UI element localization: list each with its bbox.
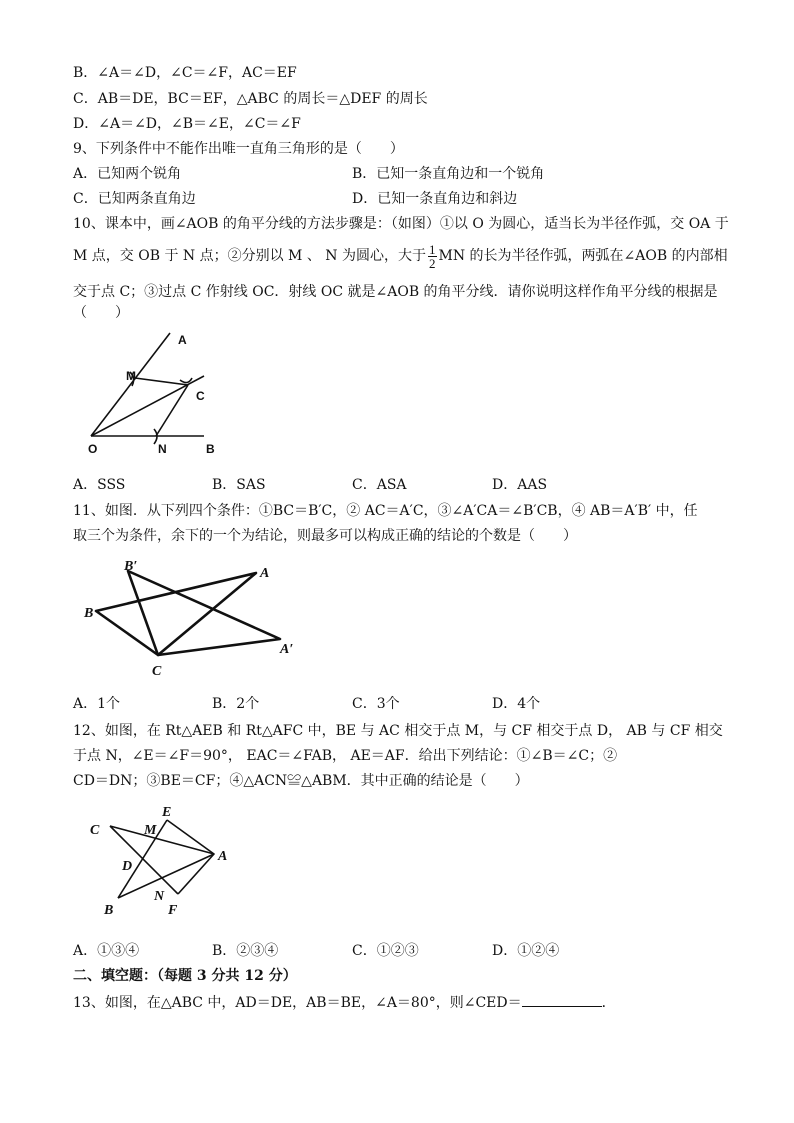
q9-option-a: A．已知两个锐角	[73, 166, 182, 182]
label-n: N	[154, 889, 165, 904]
answer-blank[interactable]	[522, 992, 602, 1007]
figure-lines	[96, 571, 280, 655]
q10-stem-line3: 交于点 C；③过点 C 作射线 OC．射线 OC 就是∠AOB 的角平分线．请你说明这样作角平分线的根据是	[73, 284, 718, 300]
q12-stem-line2: 于点 N，∠E＝∠F＝90°， EAC＝∠FAB， AE＝AF．给出下列结论：①∠B＝∠C；②	[73, 748, 618, 764]
label-c: C	[90, 823, 100, 838]
segment-fa	[178, 854, 214, 894]
q10-line2-end: MN 的长为半径作弧，两弧在∠AOB 的内部相	[438, 248, 728, 264]
q9-option-d: D．已知一条直角边和斜边	[352, 191, 518, 207]
figure-lines	[91, 333, 204, 444]
label-b: B	[104, 903, 114, 918]
q12-stem-line3: CD＝DN；③BE＝CF；④△ACN≌△ABM．其中正确的结论是（ ）	[73, 773, 529, 789]
angle-bisector-figure	[80, 328, 230, 462]
label-n: N	[158, 442, 167, 456]
q12-option-a: A．①③④	[73, 943, 140, 959]
label-m: M	[126, 369, 136, 383]
label-a-prime: A′	[280, 642, 294, 657]
q11-option-d: D．4个	[492, 696, 541, 712]
q13-stem	[73, 992, 616, 1013]
q13-end: ．	[601, 995, 616, 1011]
q12-option-b: B．②③④	[212, 943, 279, 959]
label-b: B	[84, 606, 94, 621]
q10-option-c: C．ASA	[352, 477, 407, 493]
triangle-abc	[96, 573, 256, 655]
q10-line2-start: M 点，交 OB 于 N 点；②分别以 M 、 N 为圆心，大于	[73, 248, 426, 264]
q9-option-c: C．已知两条直角边	[73, 191, 196, 207]
q9-stem: 9、下列条件中不能作出唯一直角三角形的是（ ）	[73, 141, 404, 157]
label-b-prime: B′	[124, 559, 138, 574]
q9-option-b: B．已知一条直角边和一个锐角	[352, 166, 545, 182]
q13-text: 13、如图，在△ABC 中，AD＝DE，AB＝BE，∠A＝80°，则∠CED＝	[73, 995, 522, 1011]
section-heading-fill-in: 二、填空题：（每题 3 分共 12 分）	[73, 968, 297, 984]
q11-option-c: C．3个	[352, 696, 400, 712]
two-triangles-figure	[80, 553, 306, 685]
triangle-apbpc	[128, 571, 280, 655]
label-a: A	[218, 849, 228, 864]
label-c: C	[152, 664, 162, 679]
q12-option-d: D．①②④	[492, 943, 560, 959]
fraction-denominator: 2	[429, 255, 436, 271]
segment-mc	[135, 378, 188, 385]
label-d: D	[122, 859, 133, 874]
q8-option-b: B．∠A＝∠D，∠C＝∠F，AC＝EF	[73, 65, 297, 81]
label-o: O	[88, 442, 98, 456]
q8-option-d: D．∠A＝∠D，∠B＝∠E，∠C＝∠F	[73, 116, 301, 132]
q11-option-b: B．2个	[212, 696, 260, 712]
q10-option-d: D．AAS	[492, 477, 548, 493]
q11-option-a: A．1个	[73, 696, 121, 712]
fraction-half	[428, 243, 437, 270]
q11-stem-line1: 11、如图．从下列四个条件：①BC＝B′C，② AC＝A′C，③∠A′CA＝∠B′CB，④ AB＝A′B′ 中，任	[73, 503, 698, 519]
label-c: C	[196, 389, 205, 403]
q12-stem-line1: 12、如图，在 Rt△AEB 和 Rt△AFC 中，BE 与 AC 相交于点 M，与 CF 相交于点 D， AB 与 CF 相交	[73, 723, 723, 739]
q10-stem-line4: （ ）	[73, 305, 129, 321]
label-e: E	[162, 805, 172, 820]
label-m: M	[144, 823, 157, 838]
label-f: F	[168, 903, 178, 918]
ray-oa	[91, 333, 170, 436]
q10-option-b: B．SAS	[212, 477, 266, 493]
q10-stem-line1: 10、课本中，画∠AOB 的角平分线的方法步骤是：（如图）①以 O 为圆心，适当长为半径作弧，交 OA 于	[73, 216, 729, 232]
fraction-numerator: 1	[429, 241, 436, 257]
label-a: A	[178, 333, 187, 347]
label-a: A	[260, 566, 270, 581]
right-triangles-figure	[82, 798, 244, 930]
q10-option-a: A．SSS	[73, 477, 126, 493]
arc-c	[180, 378, 192, 383]
q12-option-c: C．①②③	[352, 943, 419, 959]
q8-option-c: C．AB＝DE，BC＝EF，△ABC 的周长＝△DEF 的周长	[73, 91, 428, 107]
segment-ea	[167, 820, 214, 854]
q11-stem-line2: 取三个为条件，余下的一个为结论，则最多可以构成正确的结论的个数是（ ）	[73, 528, 577, 544]
q10-stem-line2	[73, 242, 728, 270]
label-b: B	[206, 442, 215, 456]
